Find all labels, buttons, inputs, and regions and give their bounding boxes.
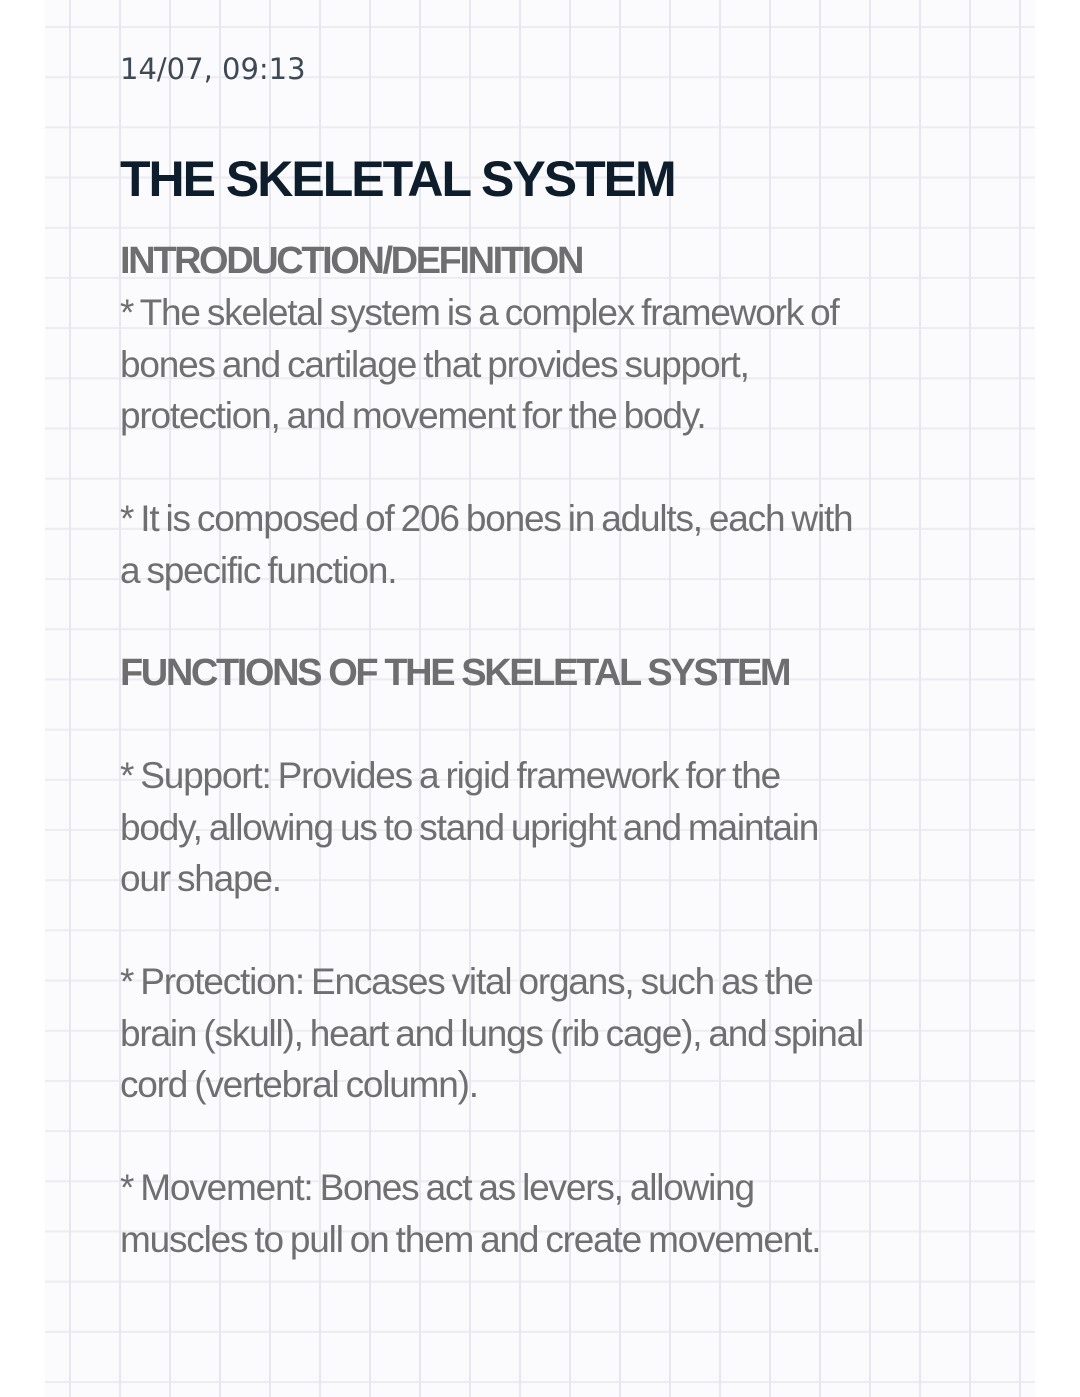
paragraph-definition	[120, 287, 839, 442]
text-line: * Movement: Bones act as levers, allowing	[120, 1167, 754, 1208]
text-line: * It is composed of 206 bones in adults, each with	[120, 498, 853, 539]
paragraph-bone-count	[120, 493, 852, 596]
text-line: a specific function.	[120, 549, 397, 591]
text-line: * The skeletal system is a complex framework of	[120, 292, 839, 333]
text-line: * Support: Provides a rigid framework for the	[120, 755, 780, 796]
text-line: cord (vertebral column).	[120, 1064, 478, 1106]
section-heading-introduction: INTRODUCTION/DEFINITION	[120, 240, 582, 282]
text-line: brain (skull), heart and lungs (rib cage), and spinal	[120, 1012, 864, 1054]
paragraph-movement	[120, 1162, 820, 1265]
paragraph-protection	[120, 956, 863, 1111]
text-line: * Protection: Encases vital organs, such as the	[120, 961, 813, 1002]
paragraph-support	[120, 750, 818, 905]
note-title: THE SKELETAL SYSTEM	[120, 151, 675, 207]
text-line: body, allowing us to stand upright and maintain	[120, 806, 819, 848]
section-heading-functions: FUNCTIONS OF THE SKELETAL SYSTEM	[120, 652, 790, 694]
text-line: our shape.	[120, 858, 281, 900]
text-line: bones and cartilage that provides support,	[120, 343, 749, 385]
note-timestamp: 14/07, 09:13	[120, 52, 306, 86]
text-line: protection, and movement for the body.	[120, 395, 706, 437]
text-line: muscles to pull on them and create movement.	[120, 1218, 821, 1260]
